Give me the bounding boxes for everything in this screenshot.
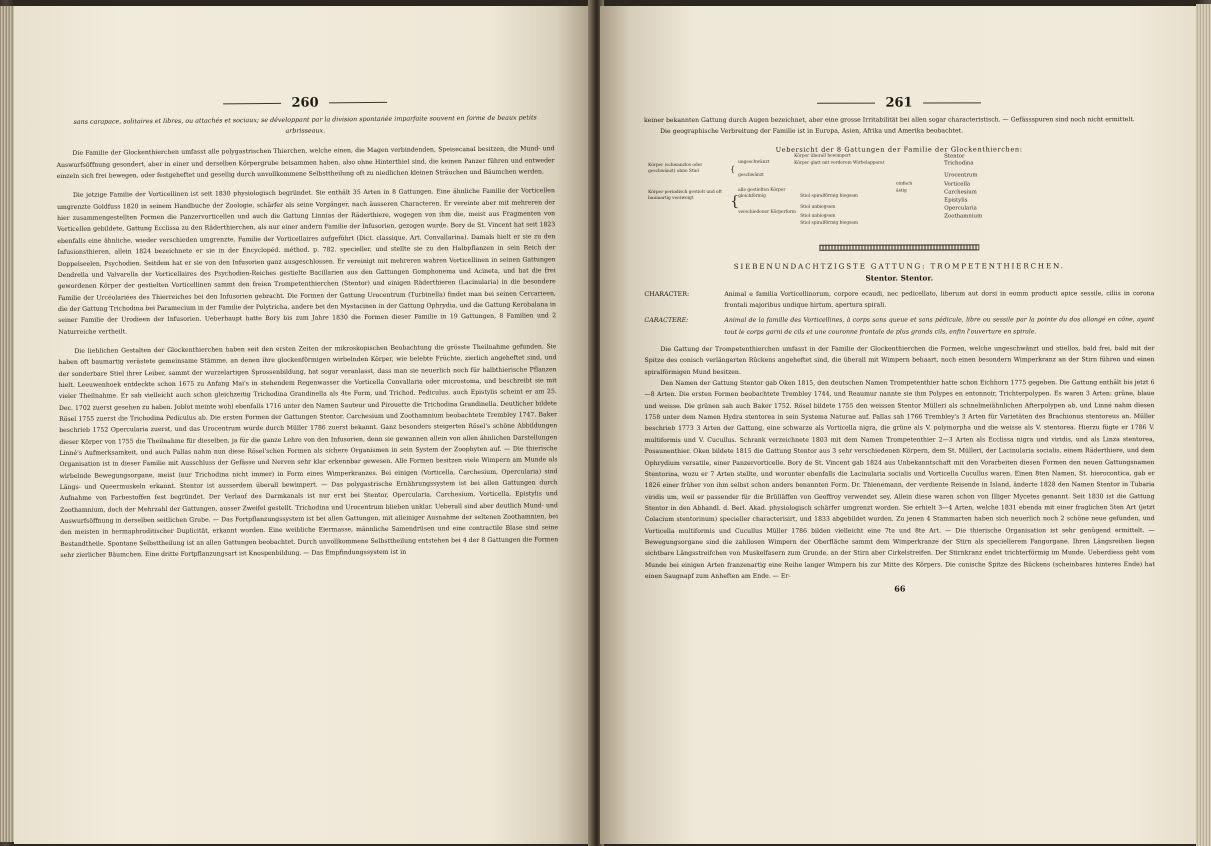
- caractere-french: [644, 314, 1154, 338]
- paragraph-geography: Die geographische Verbreitung der Familie ist in Europa, Asien, Afrika und Amerika beobachtet.: [660, 127, 964, 136]
- section-heading: SIEBENUNDACHTZIGSTE GATTUNG: TROMPETENTHIERCHEN.: [733, 260, 1065, 271]
- key-aestig: ästig: [896, 188, 907, 194]
- left-page-number-row: [56, 93, 554, 112]
- caractere-text: Animal de la famille des Vorticellines, à corps sans queue et sans pédicule, libre ou sessile par la pointe du dos allongé en cône, ayant tout le corps garni de cils et une couronne frontale de plus grands cils, enfin l'ouverture en spirale.: [724, 316, 1155, 336]
- paragraph-family-definition: Die Familie der Glockenthierchen umfasst alle polygastrischen Thierchen, welche einen, die Magen verbindenden, Speisecanal besitzen, die Mund- und Auswurfsöffnung gesondert, aber in einer und derselben Körpergrube beisammen haben, also ohne Hinterthiel sind, die keinen Panzer führen und entweder einzeln sich frei bewegen, oder festgeheftet und gesellig durch unvollkommene Selbsttheilung oft zu niedlichen kleinen Sträuchen und Bäumchen werden.: [56, 145, 555, 181]
- key-einfach: einfach: [896, 181, 913, 187]
- brace-2: {: [730, 193, 740, 210]
- paragraph-genus-history: Den Namen der Gattung Stentor gab Oken 1815, den deutschen Namen Trompetenthier hatte schon Eichhorn 1775 gegeben. Die Gattung enthält bis jetzt 6—8 Arten. Die ersten Formen beobachtete Trembley 1744, und Reaumur nannte sie ihm Polypes en entonnoir, Trichterpolypen. Es waren 3 Arten: grüne, blaue und weisse. Die grünen sah auch Baker 1752. Rösel bildete 1755 den weissen Stentor Mülleri als schnelmeiähnlichen Afterpolypen ab, und Linné nahm diesen 1758 unter dem Namen Hydra stentorea in sein Systema Naturae auf. Pallas sah 1766 Trembley's 3 Arten für Varietäten des Brachionus stentoreus an. Müller beschrieb 1773 3 Arten der Gattung, eine schwarze als Vorticella nigra, die grüne als V. polymorpha und die weisse als V. stentorea. Hierzu fügte er 1786 V. multiformis und V. Cucullus. Schrank verzeichnete 1803 mit dem Namen Trompetenthier 2—3 Arten als Ecclissa nigra und viridis, und als Linza stentorea, Posaunenthier. Oken bildete 1815 die Gattung Stentor aus 3 sehr verschiedenen Körpern, dem St. Mülleri, der Lacinularia socialis, einem Räderthiere, und dem Ophrydium versatile, einer Panzervorticelle. Bory de St. Vincent gab 1824 aus Unbekanntschaft mit den Vorarbeiten diesen Formen den neuen Gattungsnamen Stentorina, wozu er 7 Arten stellte, und worunter ebenfalls die Lacinularia socialis und Vorticella Cucullus waren. Einen 8ten Namen, St. hierocontica, gab er 1826 einer früher von ihm selbst schon anders benannten Form. Dr. Thienemann, der verdiente Reisende in Island, änderte 1828 den Namen Stentor in Tubaria viridis um, weil er passender für die Brülläffen von Geoffroy verwendet sey. Allein diese waren schon von Illiger Mycetes genannt. Seit 1830 ist die Gattung Stentor in den Abhandl. d. Berl. Akad. physiologisch schärfer umgrenzt worden. Sie erhielt 3—4 Arten, welche 1831 ebenda mit einer fraglichen 5ten Art (jetzt Colacium stentorinum) specieller characterisirt, und 1833 abgebildet wurden. Zu jenen 4 Stammarten haben sich neuerlich noch 2 schöne neue gefunden, und Vorticella multiformis und Cucullus Müller 1786 bilden vielleicht eine 7te und 8te Art. — Die thierische Organisation ist sehr genügend ermittelt. — Bewegungsorgane sind die zahllosen Wimpern der Oberfläche sammt dem Wimperkranze der Stirn als speciellerem Fangorgane. Ihren Längsreihen liegen sichtbare Längsstreifchen von Muskelfasern zum Grunde, an der Stirn aber Cirkelstreifen. Der Stirnkranz endet trichterförmig im Munde. Ueberdiess geht vom Munde bei einigen Arten franzenartig eine Reihe langer Wimpern bis zur Mitte des Körpers. Die conische Spitze des Rückens (scheinbares hinteres Ende) hat einen Saugnapf zum Anheften am Ende. — Er-: [644, 379, 1155, 580]
- paragraph-observation-history: Die lieblichen Gestalten der Glockenthierchen haben seit den ersten Zeiten der mikroskopischen Beobachtung die grösste Theilnahme gefunden. Sie haben oft baumartig verästete gemeinsame Stämme, an denen ihre glockenförmigen wirbelnden Körper, wie belebte Früchte, zierlich angeheftet sind, und der sonderbare Stiel ihrer Leiber, sammt der wurzelartigen Sprossenbildung, hat sogar veranlasst, dass man sie neuerlich noch für halbthierische Pflanzen hielt. Leeuwenhoek entdeckte schon 1675 zu Anfang Mai's in stehendem Regenwasser die Vorticella Convallaria oder microstoma, und beschreibt sie mit vieler Theilnahme. Er sah vielleicht auch schon gleichzeitig Trichodina Grandinella als 4te Form, und Trichod. Pediculus, auch Epistylis scheint er am 25. Dec. 1702 zuerst gesehen zu haben. Joblot meinte wohl ebenfalls 1716 unter den Namen Sauteur und Pirouette die Trichodina Grandinella. Deutlicher bildete Rösel 1755 zuerst die Trichodina Pediculus ab. Die ersten Formen der Gattungen Stentor, Carchesium und Zoothamnium beobachtete Trembley 1747. Baker beschrieb 1752 Opercularia zuerst, und das Urocentrum wurde durch Müller 1786 zuerst bekannt. Ganz besonders steigerten Rösel's schöne Abbildungen dieser Körper von 1755 die Theilnahme für dieselben, ja für die ganze Lehre von den Infusorien, denn sie gewannen allein von allen ähnlichen Darstellungen Linné's Aufmerksamkeit, und auch Pallas nahm nun diese Rösel'schen Formen als sichere Organismen in sein System der Zoophyten auf. — Die thierische Organisation ist in dieser Familie mit Ausschluss der Gefässe und Nerven sehr klar erkennbar gewesen. Alle Formen besitzen viele Wimpern am Munde als wirbelnde Bewegungsorgane, meist (nur Trichodina nicht immer) in Form eines Wimperkranzes. Bei einigen (Vorticella, Carchesium, Opercularia) sind Längs- und Queermuskeln erkannt. Stentor ist ausserdem überall bewimpert. — Das polygastrische Ernährungssystem ist bei allen Gattungen durch Aufnahme von Farbestoffen fest begründet. Der Verlauf des Darmkanals ist nur erst bei Stentor, Opercularia, Carchesium, Vorticella, Epistylis und Zoothamnium, doch der Mehrzahl der Gattungen, ausser Zweifel gestellt. Trichodina und Urocentrum blieben unklar. Ueberall sind aber deutlich Mund- und Auswurfsöffnung in derselben seitlichen Grube. — Das Fortpflanzungssystem ist bei allen Gattungen, mit alleiniger Ausnahme der seltenen Zoothamnien, bei den meisten in hermaphroditischer Duplicität, erkannt worden. Eine weibliche Eiermasse, männliche Samendrüsen und eine contractile Blase sind seine Bestandtheile. Spontane Selbsttheilung ist an allen Gattungen beobachtet. Durch unvollkommene Selbsttheilung entstehen bei 4 der 8 Gattungen die Formen sehr zierlicher Bäumchen. Eine dritte Fortpflanzungsart ist Knospenbildung. — Das Empfindungssystem ist in: [58, 343, 559, 560]
- key-body-smooth: Körper glatt mit vorderem Wirbelapparat: [794, 160, 885, 166]
- genus-opercularia: Opercularia: [944, 205, 977, 212]
- key-diverse: verschiedener Körperform: [738, 209, 796, 215]
- intro-italic: sans carapace, solitaires et libres, ou attachés et sociaux; se développant par la division spontanée imparfaite souvent en forme de beaux petits arbrisseaux.: [73, 114, 537, 136]
- brace-1: {: [730, 164, 736, 174]
- genus-table-title: Uebersicht der 8 Gattungen der Familie der Glockenthierchen:: [775, 145, 1023, 154]
- section-separator: [644, 244, 1154, 251]
- key-stiel-starr: Stiel unbiegsam: [800, 204, 836, 210]
- header-rule-left: [223, 102, 281, 104]
- right-page-edges: [1196, 4, 1211, 846]
- key-stiel-starr-2: Stiel unbiegsam: [800, 213, 836, 219]
- right-page-number-row: [644, 95, 1154, 110]
- key-geschwaenzt: geschwänzt: [738, 172, 764, 178]
- left-page: [14, 6, 592, 844]
- paragraph-genus-definition: Die Gattung der Trompetenthierchen umfasst in der Familie der Glockenthierchen die Formen, welche ungeschwänzt und stiellos, bald frei, bald mit der Spitze des conisch verlängerten Rückens angeheftet sind, die überall mit Wimpern behaart, noch einen besondern Wimperkranz an der Stirn führen und einen spiralförmigen Mund besitzen.: [644, 345, 1155, 376]
- character-latin: [644, 288, 1154, 312]
- caractere-label: CARACTERE:: [644, 317, 689, 325]
- genus-carchesium: Carchesium: [944, 189, 977, 196]
- left-page-edges: [0, 6, 14, 842]
- signature-mark: 66: [894, 583, 906, 594]
- genus-trichodina: Trichodina: [944, 160, 974, 167]
- key-all-stalked: alle gestielten Körper gleichförmig: [738, 187, 786, 200]
- key-body-cilia: Körper überall bewimpert: [794, 153, 851, 159]
- page-number-261: 261: [885, 95, 913, 111]
- key-group-stalked: Körper periodisch gestielt und oft baumartig verzweigt: [648, 189, 722, 202]
- genus-zoothamnium: Zoothamnium: [944, 213, 983, 220]
- header-rule-right: [329, 101, 387, 103]
- section-subheading: Stentor. Stentor.: [865, 273, 934, 283]
- genus-key-table: [644, 153, 1154, 235]
- header-rule-left: [817, 102, 875, 103]
- genus-epistylis: Epistylis: [944, 197, 968, 204]
- header-rule-right: [923, 102, 981, 103]
- page-number-260: 260: [291, 94, 319, 111]
- key-ungeschwaenzt: ungeschwänzt: [738, 159, 770, 165]
- key-stiel-spiral: Stiel spiralförmig biegsam: [800, 193, 858, 199]
- right-page: [600, 6, 1196, 844]
- right-page-content: [644, 95, 1155, 594]
- key-group-free: Körper (schwanzlos oder geschwänzt) ohne Stiel: [648, 162, 703, 175]
- genus-vorticella: Vorticella: [944, 181, 971, 188]
- paragraph-family-history: Die jetzige Familie der Vorticellinen ist seit 1830 physiologisch begründet. Sie enthält 35 Arten in 8 Gattungen. Eine ähnliche Familie der Vorticellen umgrenzte Goldfuss 1820 in seinem Handbuche der Zoologie, schärfer als seine Vorgänger, nach äusseren Characteren. Er vereinte aber mit mehreren der hier zusammengestellten Formen die Panzervorticellen und auch die Gattung Linnias der Räderthiere, wogegen von ihm die, meist aus Fragmenten von Vorticellen gebildete, Gattung Ecclissa zu den Räderthierchen, als nur einer andern Familie der Infusorien, gezogen wurde. Bory de St. Vincent hat seit 1823 ebenfalls eine ähnliche, wieder verschieden umgrenzte, Familie der Vorticellaires aufgeführt (Dict. classique, Art. Convallarina). Damals hielt er sie zu den Infusionsthieren, allein 1824 bezeichnete er sie in der Encyclopéd. méthod. p. 782. specieller, und stellte sie zu den Halbpflanzen in sein Reich der Doppelseelen, Psychodien. Seitdem hat er sie von den Infusorien ganz ausgeschlossen. Er vereinigt mit mehreren wahren Vorticellinen in seinen Gattungen Dendrella und Valvarella der Vorticellaires des Psychodien-Reiches gestielte Bacillarien aus den Gattungen Gomphonema und Acineta, und hat die frei gewordenen Körper der gestielten Vorticellinen sammt den freien Trompetenthierchen (Stentor) und einigen Räderthieren (Lacinularia) in die besondere Familie der Urcéolariées des Thierreiches bei den Infusorien gebracht. Die Formen der Gattung Urocentrum (Turbinella) findet man bei seinen Cercarieen, die der Gattung Trichodina bei Paramecium in der Familie der Polytricha, andere bei den Mystacinen in der Gattung Ophrydia, und die Gattung Kerobalana in seiner Familie der Urodieen der Infusorien. Ueberhaupt hatte Bory bis zum Jahre 1830 die Formen dieser Familie in 19 Gattungen, 8 Familien und 2 Naturreiche vertheilt.: [57, 187, 557, 336]
- genus-urocentrum: Urocentrum: [944, 172, 978, 179]
- character-text: Animal e familia Vorticellinorum, corpore ecaudi, nec pedicellato, liberum aut dorsi in eomm producti apice sessile, ciliis in corona frontali majoribus undique hirtum, apertura spirali.: [724, 289, 1155, 309]
- paragraph-continuation: keiner bekannten Gattung durch Augen bezeichnet, aber eine grosse Irritabilität bei allen sogar characteristisch. — Gefässspuren sind noch nicht ermittelt.: [644, 116, 1135, 124]
- key-stiel-spiral-2: Stiel spiralförmig biegsam: [800, 220, 858, 226]
- character-label: CHARACTER:: [644, 290, 690, 298]
- genus-stentor: Stentor: [944, 153, 965, 160]
- left-page-content: [56, 93, 558, 561]
- separator-band: [819, 244, 979, 250]
